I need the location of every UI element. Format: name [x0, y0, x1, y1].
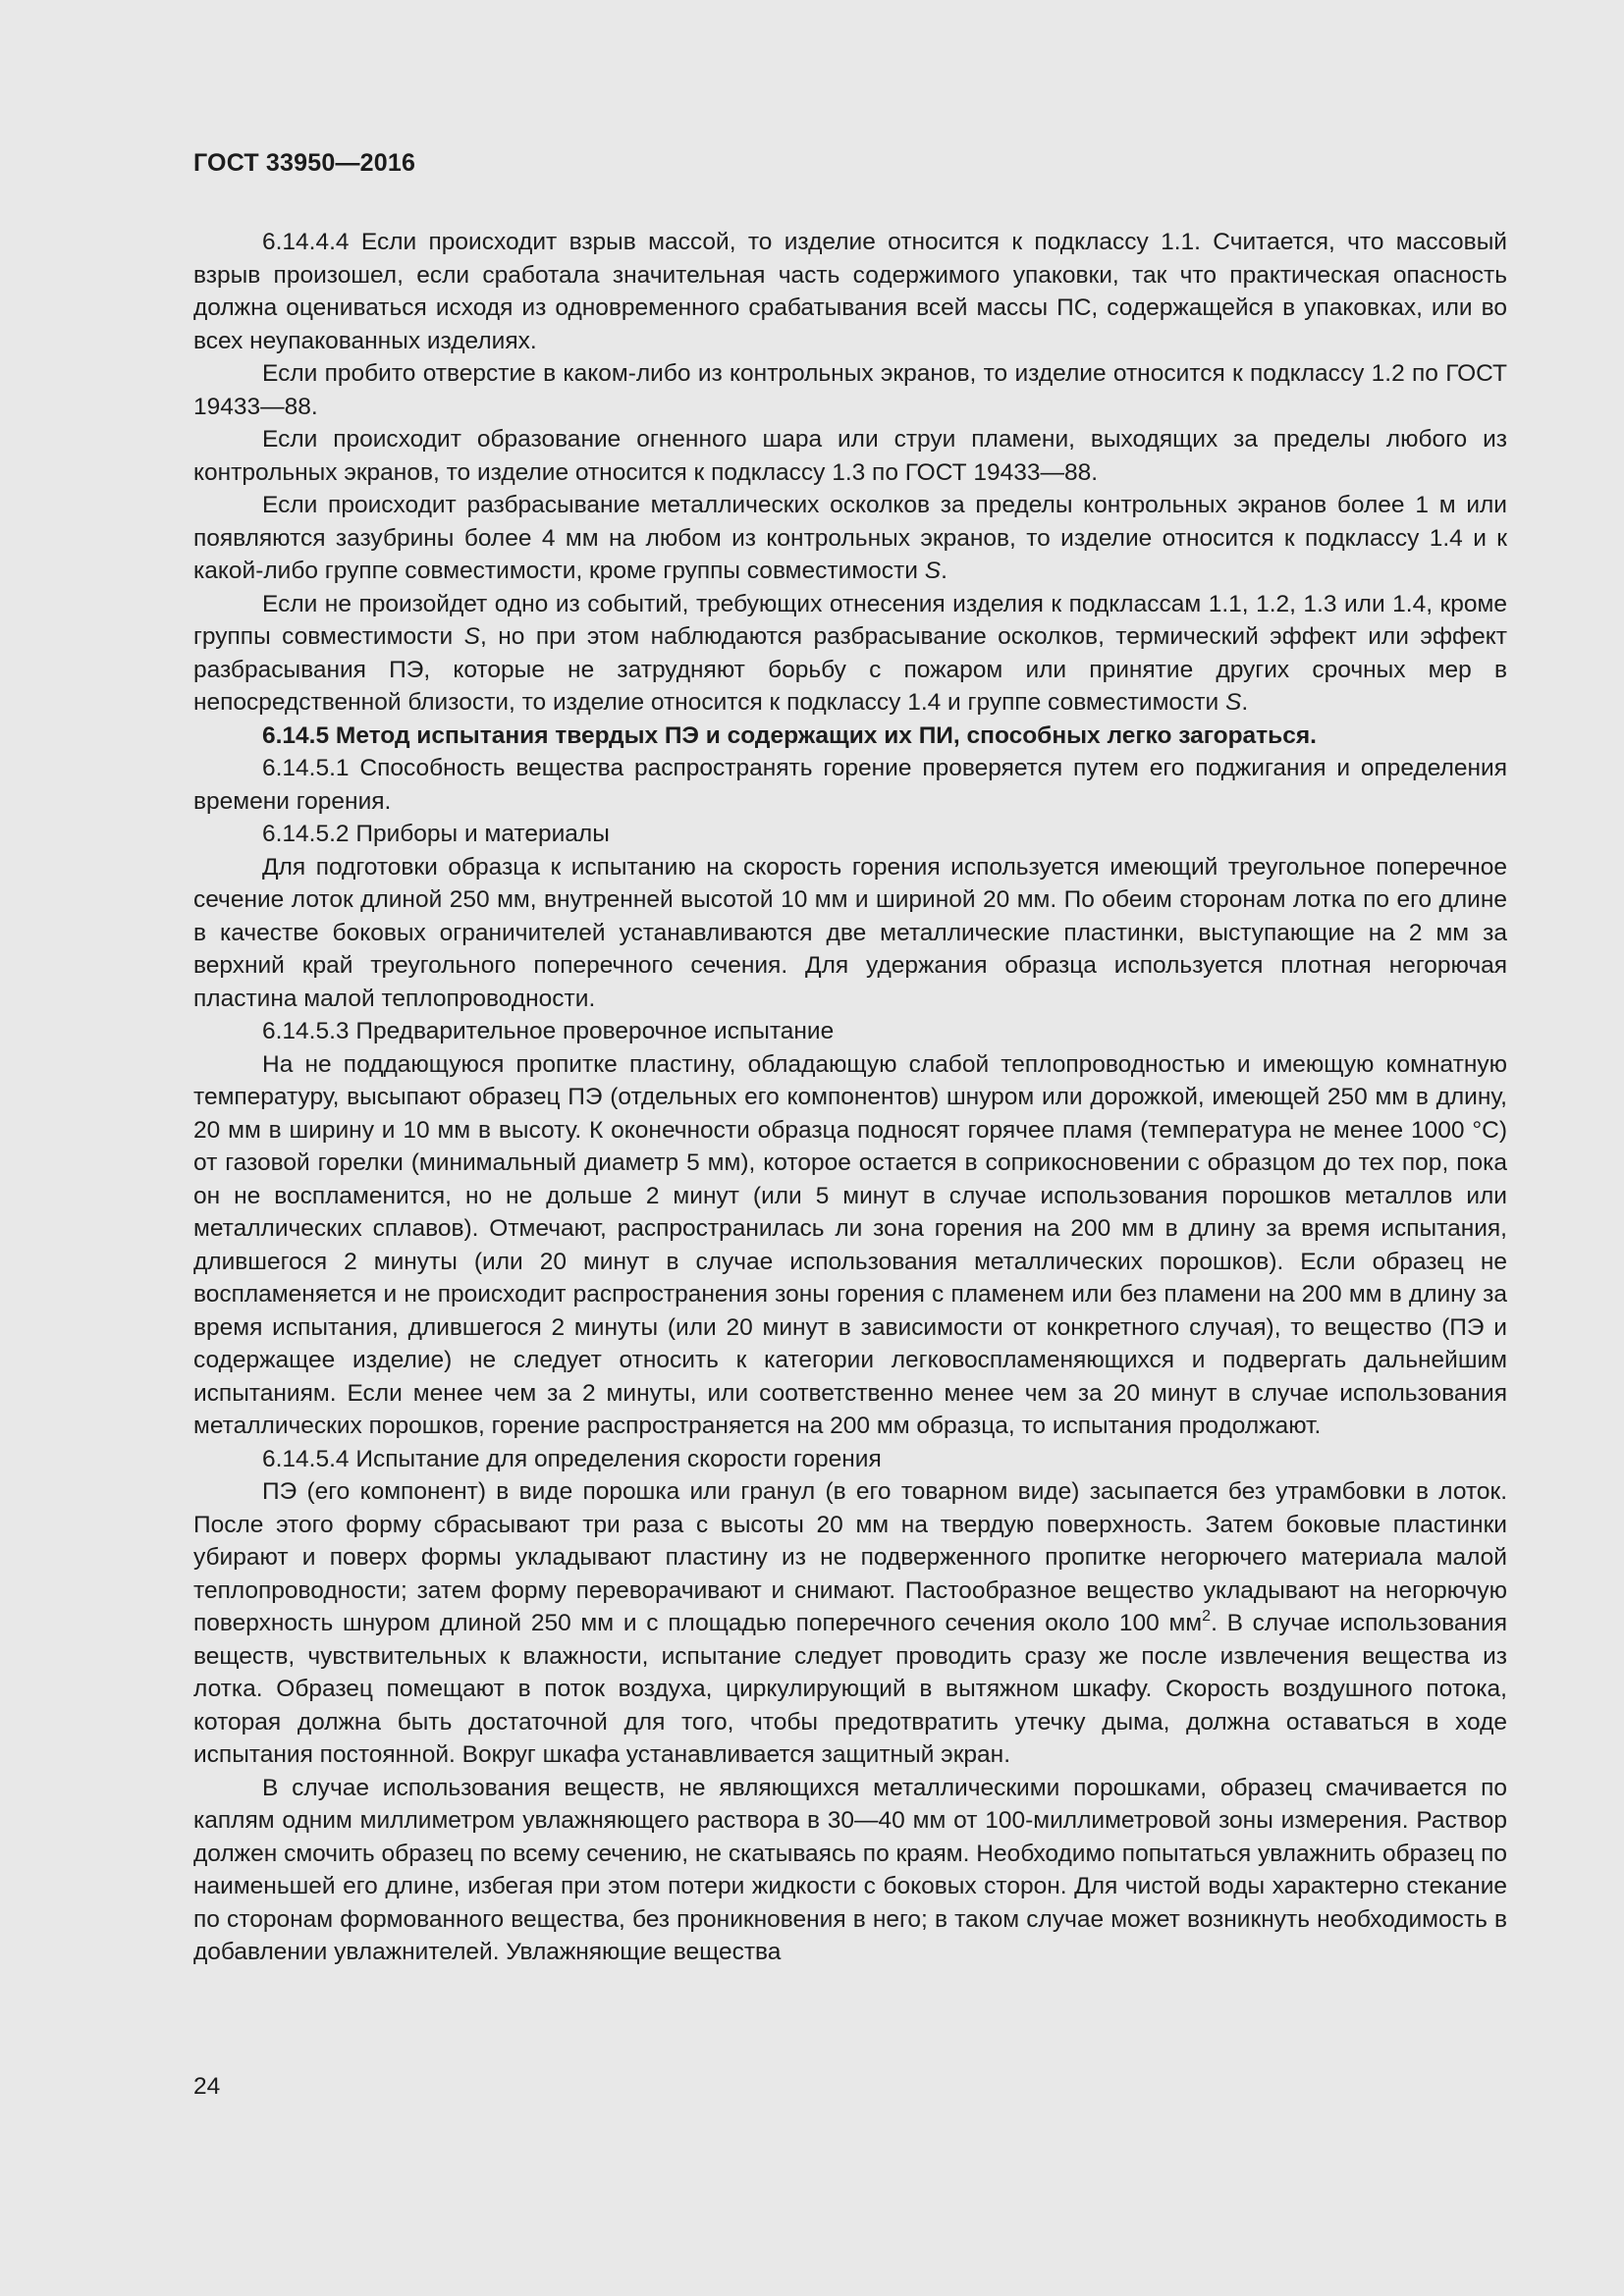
paragraph-subclass-1-4-group-s: Если не произойдет одно из событий, требующих отнесения изделия к подклассам 1.1, 1.2, 1.3 или 1.4, кроме группы совместимости S, но при этом наблюдаются разбрасывание осколков, термический эффект или эффект разбрасывания ПЭ, которые не затрудняют борьбу с пожаром или принятие других срочных мер в непосредственной близости, то изделие относится к подклассу 1.4 и группе совместимости S.: [193, 590, 1507, 716]
paragraph-preliminary-test: На не поддающуюся пропитке пластину, обладающую слабой теплопроводностью и имеющую комнатную температуру, высыпают образец ПЭ (отдельных его компонентов) шнуром или дорожкой, имеющей 250 мм в длину, 20 мм в ширину и 10 мм в высоту. К оконечности образца подносят горячее пламя (температура не менее 1000 °С) от газовой горелки (минимальный диаметр 5 мм), которое остается в соприкосновении с образцом до тех пор, пока он не воспламенится, но не дольше 2 минут (или 5 минут в случае использования порошков металлов или металлических сплавов). Отмечают, распространилась ли зона горения на 200 мм в длину за время испытания, длившегося 2 минуты (или 20 минут в случае использования металлических порошков). Если образец не воспламеняется и не происходит распространения зоны горения с пламенем или без пламени на 200 мм в длину за время испытания, длившегося 2 минуты (или 20 минут в зависимости от конкретного случая), то вещество (ПЭ и содержащее изделие) не следует относить к категории легковоспламеняющихся и подвергать дальнейшим испытаниям. Если менее чем за 2 минуты, или соответственно менее чем за 20 минут в случае использования металлических порошков, горение распространяется на 200 мм образца, то испытания продолжают.: [193, 1050, 1507, 1439]
subheading-6-14-5-4: 6.14.5.4 Испытание для определения скорости горения: [262, 1445, 882, 1472]
document-body: [193, 226, 1507, 1969]
paragraph-6-14-4-4: 6.14.4.4 Если происходит взрыв массой, то изделие относится к подклассу 1.1. Считается, что массовый взрыв произошел, если сработала значительная часть содержимого упаковки, так что практическая опасность должна оцениваться исходя из одновременного срабатывания всей массы ПС, содержащейся в упаковках, или во всех неупакованных изделиях.: [193, 229, 1507, 354]
paragraph-6-14-5-1: 6.14.5.1 Способность вещества распространять горение проверяется путем его поджигания и определения времени горения.: [193, 755, 1507, 815]
paragraph-subclass-1-4: Если происходит разбрасывание металлических осколков за пределы контрольных экранов более 1 м или появляются зазубрины более 4 мм на любом из контрольных экранов, то изделие относится к подклассу 1.4 и к какой-либо группе совместимости, кроме группы совместимости S.: [193, 492, 1507, 584]
paragraph-burning-rate-test: ПЭ (его компонент) в виде порошка или гранул (в его товарном виде) засыпается без утрамбовки в лоток. После этого форму сбрасывают три раза с высоты 20 мм на твердую поверхность. Затем боковые пластинки убирают и поверх формы укладывают пластину из не подверженного пропитке негорючего материала малой теплопроводности; затем форму переворачивают и снимают. Пастообразное вещество укладывают на негорючую поверхность шнуром длиной 250 мм и с площадью поперечного сечения около 100 $мм^2$. В случае использования веществ, чувствительных к влажности, испытание следует проводить сразу же после извлечения вещества из лотка. Образец помещают в поток воздуха, циркулирующий в вытяжном шкафу. Скорость воздушного потока, которая должна быть достаточной для того, чтобы предотвратить утечку дыма, должна оставаться в ходе испытания постоянной. Вокруг шкафа устанавливается защитный экран.: [193, 1478, 1507, 1768]
document-header: ГОСТ 33950—2016: [193, 149, 416, 177]
paragraph-subclass-1-3: Если происходит образование огненного шара или струи пламени, выходящих за пределы любого из контрольных экранов, то изделие относится к подклассу 1.3 по ГОСТ 19433—88.: [193, 426, 1507, 486]
subheading-6-14-5-2: 6.14.5.2 Приборы и материалы: [262, 821, 610, 847]
page-number: 24: [193, 2073, 221, 2100]
paragraph-wetting: В случае использования веществ, не являющихся металлическими порошками, образец смачивается по каплям одним миллиметром увлажняющего раствора в 30—40 мм от 100-миллиметровой зоны измерения. Раствор должен смочить образец по всему сечению, не скатываясь по краям. Необходимо попытаться увлажнить образец по наименьшей его длине, избегая при этом потери жидкости с боковых сторон. Для чистой воды характерно стекание по сторонам формованного вещества, без проникновения в него; в таком случае может возникнуть необходимость в добавлении увлажнителей. Увлажняющие вещества: [193, 1774, 1507, 1965]
section-heading-6-14-5: 6.14.5 Метод испытания твердых ПЭ и содержащих их ПИ, способных легко загораться.: [262, 721, 1317, 749]
paragraph-subclass-1-2: Если пробито отверстие в каком-либо из контрольных экранов, то изделие относится к подклассу 1.2 по ГОСТ 19433—88.: [193, 360, 1507, 420]
subheading-6-14-5-3: 6.14.5.3 Предварительное проверочное испытание: [262, 1018, 835, 1044]
paragraph-equipment: Для подготовки образца к испытанию на скорость горения используется имеющий треугольное поперечное сечение лоток длиной 250 мм, внутренней высотой 10 мм и шириной 20 мм. По обеим сторонам лотка по его длине в качестве боковых ограничителей устанавливаются две металлические пластинки, выступающие на 2 мм за верхний край треугольного поперечного сечения. Для удержания образца используется плотная негорючая пластина малой теплопроводности.: [193, 853, 1507, 1012]
